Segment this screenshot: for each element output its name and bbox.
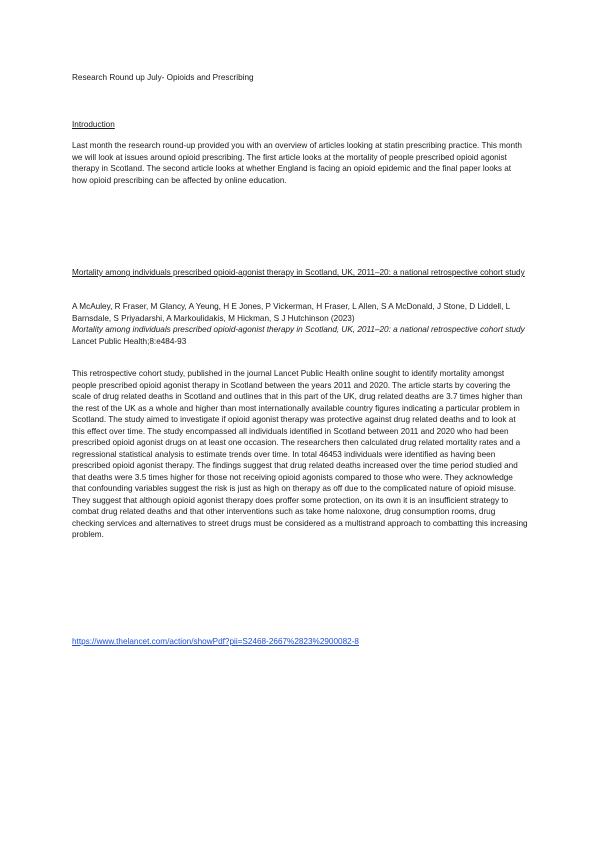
article-authors: A McAuley, R Fraser, M Glancy, A Yeung, H E Jones, P Vickerman, H Fraser, L Allen, S A McDonald, J Stone, D Liddell, L Barnsdale, S Priyadarshi, A Markoulidakis, M Hickman, S J Hutchinson (2023) [72, 302, 510, 323]
article-link[interactable]: https://www.thelancet.com/action/showPdf?pii=S2468-2667%2823%2900082-8 [72, 637, 359, 646]
citation-source: Lancet Public Health;8:e484-93 [72, 336, 187, 346]
citation-title: Mortality among individuals prescribed opioid-agonist therapy in Scotland, UK, 2011–20: a national retrospective cohort study [72, 325, 525, 334]
article-reference [72, 301, 528, 347]
article-title: Mortality among individuals prescribed opioid-agonist therapy in Scotland, UK, 2011–20: a national retrospective cohort study [72, 268, 525, 277]
introduction-body: Last month the research round-up provided you with an overview of articles looking at statin prescribing practice. This month we will look at issues around opioid prescribing. The first article looks at the mortality of people prescribed opioid agonist therapy in Scotland. The second article looks at whether England is facing an opioid epidemic and the final paper looks at how opioid prescribing can be affected by online education. [72, 141, 522, 185]
article-summary: This retrospective cohort study, published in the journal Lancet Public Health online sought to identify mortality amongst people prescribed opioid agonist therapy in Scotland between the years 2011 and 2020. The article starts by covering the scale of drug related deaths in Scotland and outlines that in this part of the UK, drug related deaths are 3.7 times higher than the rest of the UK as a whole and higher than most internationally available country figures indicating a particular problem in Scotland. The study aimed to investigate if opioid agonist therapy was protective against drug related deaths and to look at this effect over time. The study encompassed all individuals identified in Scotland between 2011 and 2020 who had been prescribed opioid agonist drugs on at least one occasion. The researchers then calculated drug related mortality rates and a regressional statistical analysis to estimate trends over time. In total 46453 individuals were identified as having been prescribed opioid agonist therapy. The findings suggest that drug related deaths increased over the time period studied and that deaths were 3.5 times higher for those not receiving opioid agonists compared to those who were. They acknowledge that confounding variables suggest the risk is just as high on therapy as off due to the complicated nature of opioid misuse. They suggest that although opioid agonist therapy does proffer some protection, on its own it is an insufficient strategy to combat drug related deaths and that other interventions such as take home naloxone, drug consumption rooms, drug checking services and alternatives to street drugs must be considered as a multistrand approach to combatting this increasing problem. [72, 369, 528, 539]
introduction-heading: Introduction [72, 120, 115, 129]
document-title: Research Round up July- Opioids and Prescribing [72, 73, 254, 82]
